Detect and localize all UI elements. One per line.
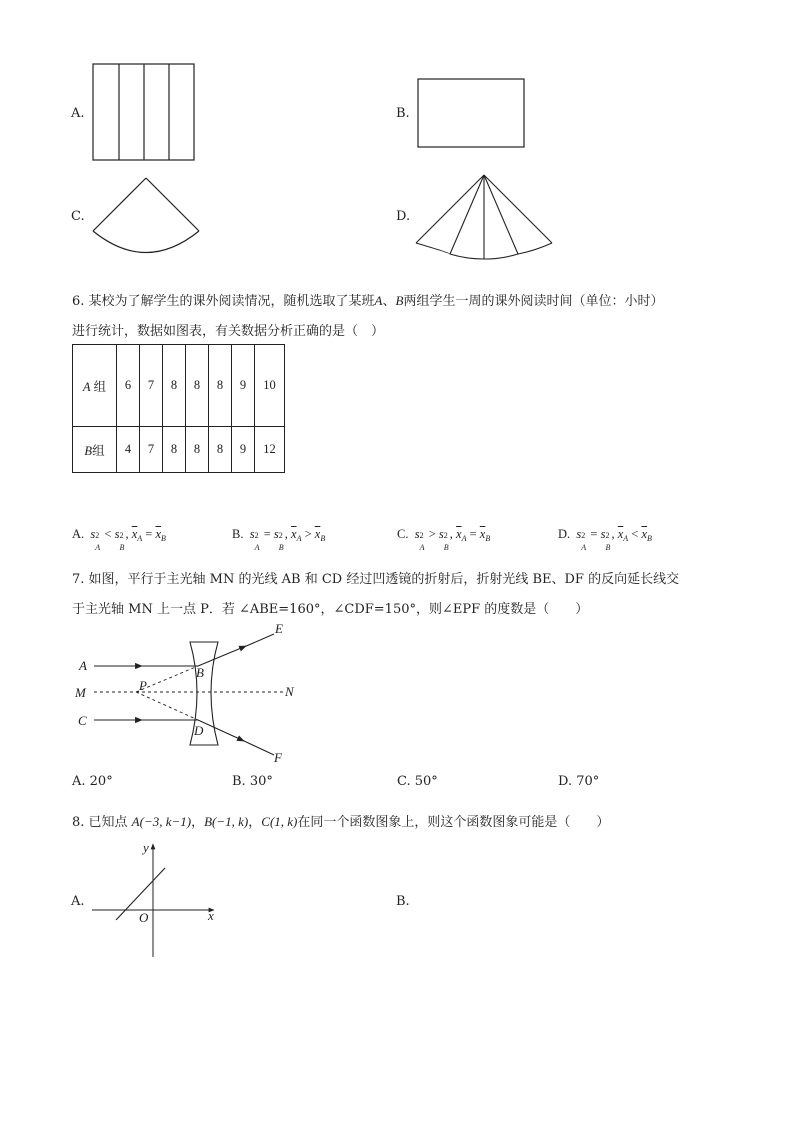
q8-option-a-label: A. — [71, 894, 85, 909]
q6-option-c: C. s 2 A > s 2 B , $\overline{x}_A = \overline{x}_B$ — [397, 527, 491, 552]
table-cell: 12 — [255, 427, 285, 473]
row-label-a: A 组 — [73, 345, 117, 427]
q8-option-a-graph — [90, 840, 220, 960]
q6-stem-line2: 进行统计，数据如图表，有关数据分析正确的是（ ） — [72, 324, 385, 339]
table-row — [73, 427, 285, 473]
q5-option-a-figure — [92, 63, 196, 162]
figure-label-p: P — [139, 678, 147, 693]
figure-label-b: B — [196, 665, 204, 680]
q7-option-b: B. 30° — [232, 774, 273, 789]
q7-option-d: D. 70° — [558, 774, 600, 789]
table-cell: 8 — [163, 345, 186, 427]
q5-option-d-figure — [414, 173, 554, 263]
table-cell: 8 — [209, 345, 232, 427]
table-row — [73, 345, 285, 427]
table-cell: 7 — [140, 427, 163, 473]
q5-option-c-label: C. — [71, 209, 85, 224]
q5-option-c-figure — [90, 176, 202, 256]
table-cell: 8 — [163, 427, 186, 473]
x-axis-label: x — [208, 908, 214, 923]
figure-label-d: D — [194, 723, 204, 738]
q8-option-b-label: B. — [396, 894, 410, 909]
q7-option-a: A. 20° — [72, 774, 113, 789]
q5-option-d-label: D. — [396, 209, 411, 224]
q5-option-b-figure — [417, 78, 525, 148]
q5-option-b-label: B. — [396, 106, 410, 121]
row-label-b: B组 — [73, 427, 117, 473]
origin-label: O — [139, 910, 149, 925]
figure-label-m: M — [75, 685, 86, 700]
q7-stem-line1: 7. 如图，平行于主光轴 MN 的光线 AB 和 CD 经过凹透镜的折射后，折射光线 BE、DF 的反向延长线交 — [72, 572, 680, 587]
table-cell: 9 — [232, 427, 255, 473]
q7-option-c: C. 50° — [397, 774, 438, 789]
table-cell: 8 — [186, 427, 209, 473]
q6-option-a: A. s 2 A < s 2 B , $\overline{x}_A = \overline{x}_B$ — [72, 527, 166, 552]
table-cell: 8 — [209, 427, 232, 473]
table-cell: 6 — [117, 345, 140, 427]
figure-label-n: N — [285, 684, 294, 699]
figure-label-a: A — [79, 658, 87, 673]
point-c: C(1, k) — [261, 814, 298, 829]
q8-stem: 8. 已知点 A(−3, k−1)，B(−1, k)，C(1, k)在同一个函数图象上，则这个函数图象可能是（ ） — [72, 814, 610, 830]
q6-option-b: B. s 2 A = s 2 B , $\overline{x}_A > \overline{x}_B$ — [232, 527, 326, 552]
table-cell: 9 — [232, 345, 255, 427]
point-b: B(−1, k) — [204, 814, 249, 829]
q6-stem-line1: 6. 某校为了解学生的课外阅读情况，随机选取了某班A、B两组学生一周的课外阅读时间（单位：小时） — [72, 293, 664, 309]
table-cell: 4 — [117, 427, 140, 473]
table-cell: 8 — [186, 345, 209, 427]
q6-option-d: D. s 2 A = s 2 B , $\overline{x}_A < \overline{x}_B$ — [558, 527, 652, 552]
table-cell: 7 — [140, 345, 163, 427]
figure-label-e: E — [275, 621, 283, 636]
point-a: A(−3, k−1) — [131, 814, 192, 829]
y-axis-label: y — [143, 840, 149, 855]
figure-label-f: F — [274, 750, 282, 765]
q7-stem-line2: 于主光轴 MN 上一点 P．若 ∠ABE=160°，∠CDF=150°，则∠EPF 的度数是（ ） — [72, 602, 589, 617]
figure-label-c: C — [78, 713, 87, 728]
q6-data-table — [72, 344, 285, 473]
q7-lens-figure — [72, 618, 312, 770]
q5-option-a-label: A. — [71, 106, 85, 121]
table-cell: 10 — [255, 345, 285, 427]
